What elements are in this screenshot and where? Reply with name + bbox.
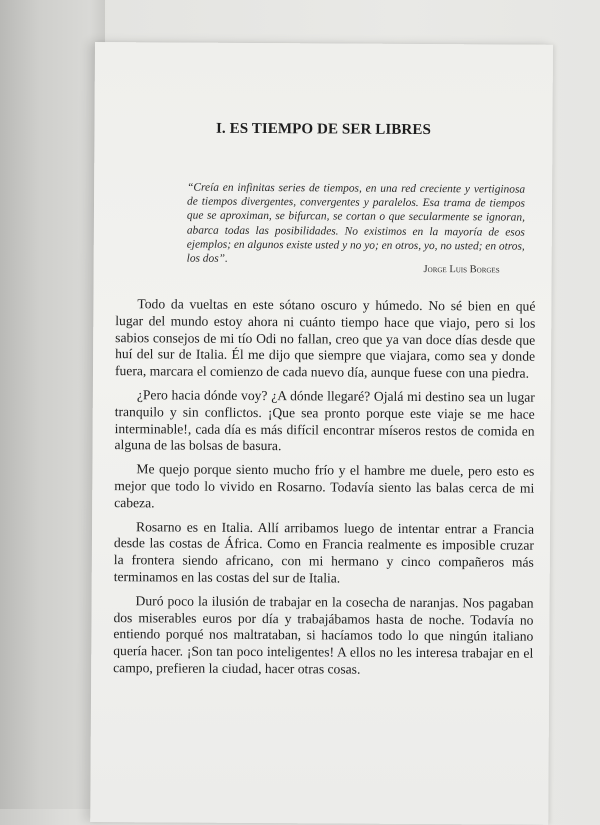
paragraph: Todo da vueltas en este sótano oscuro y húmedo. No sé bien en qué lugar del mundo estoy ahora ni cuánto tiempo hace que viajo, pero si los sabios consejos de mi tío Odi no fallan, creo que ya van doce días desde que huí del sur de Italia. Él me dijo que siempre que viajara, como sea y donde fuera, marcara el comienzo de cada nuevo día, aunque fuese con una piedra. [114,296,536,381]
facing-page-edge [0,0,105,809]
paragraph: ¿Pero hacia dónde voy? ¿A dónde llegaré? Ojalá mi destino sea un lugar tranquilo y sin conflictos. ¡Que sea pronto porque este viaje se me hace interminable!, cada día es más difícil encontrar míseros restos de comida en alguna de las bolsas de basura. [114,387,535,454]
paragraph: Rosarno es en Italia. Allí arribamos luego de intentar entrar a Francia desde las costas de África. Como en Francia realmente es imposible cruzar la frontera siendo africano, con mi hermano y cinco compañeros más terminamos en las costas del sur de Italia. [113,518,535,586]
chapter-title: I. ES TIEMPO DE SER LIBRES [215,120,431,139]
paragraph: Duró poco la ilusión de trabajar en la cosecha de naranjas. Nos pagaban dos miserables euros por día y trabajábamos hasta de noche. Todavía no entiendo porqué nos maltrataban, si hacíamos todo lo que ningún italiano quería hacer. ¡Son tan poco inteligentes! A ellos no les interesa trabajar en el campo, prefieren la ciudad, hacer otras cosas. [113,593,534,677]
body-text [113,296,535,686]
epigraph-author: Jorge Luis Borges [423,264,500,276]
paragraph: Me quejo porque siento mucho frío y el hambre me duele, pero esto es mejor que todo lo vivido en Rosarno. Todavía siento las balas cerca de mi cabeza. [114,461,535,511]
book-page [90,42,553,825]
epigraph-quote: “Creía en infinitas series de tiempos, en una red creciente y vertiginosa de tiempos divergentes, convergentes y paralelos. Esa trama de tiempos que se aproximan, se bifurcan, se cortan o que secularmente se ignoran, abarca todas las posibilidades. No existimos en la mayoría de esos ejemplos; en algunos existe usted y no yo; en otros, yo, no usted; en otros, los dos”. [186,181,526,265]
